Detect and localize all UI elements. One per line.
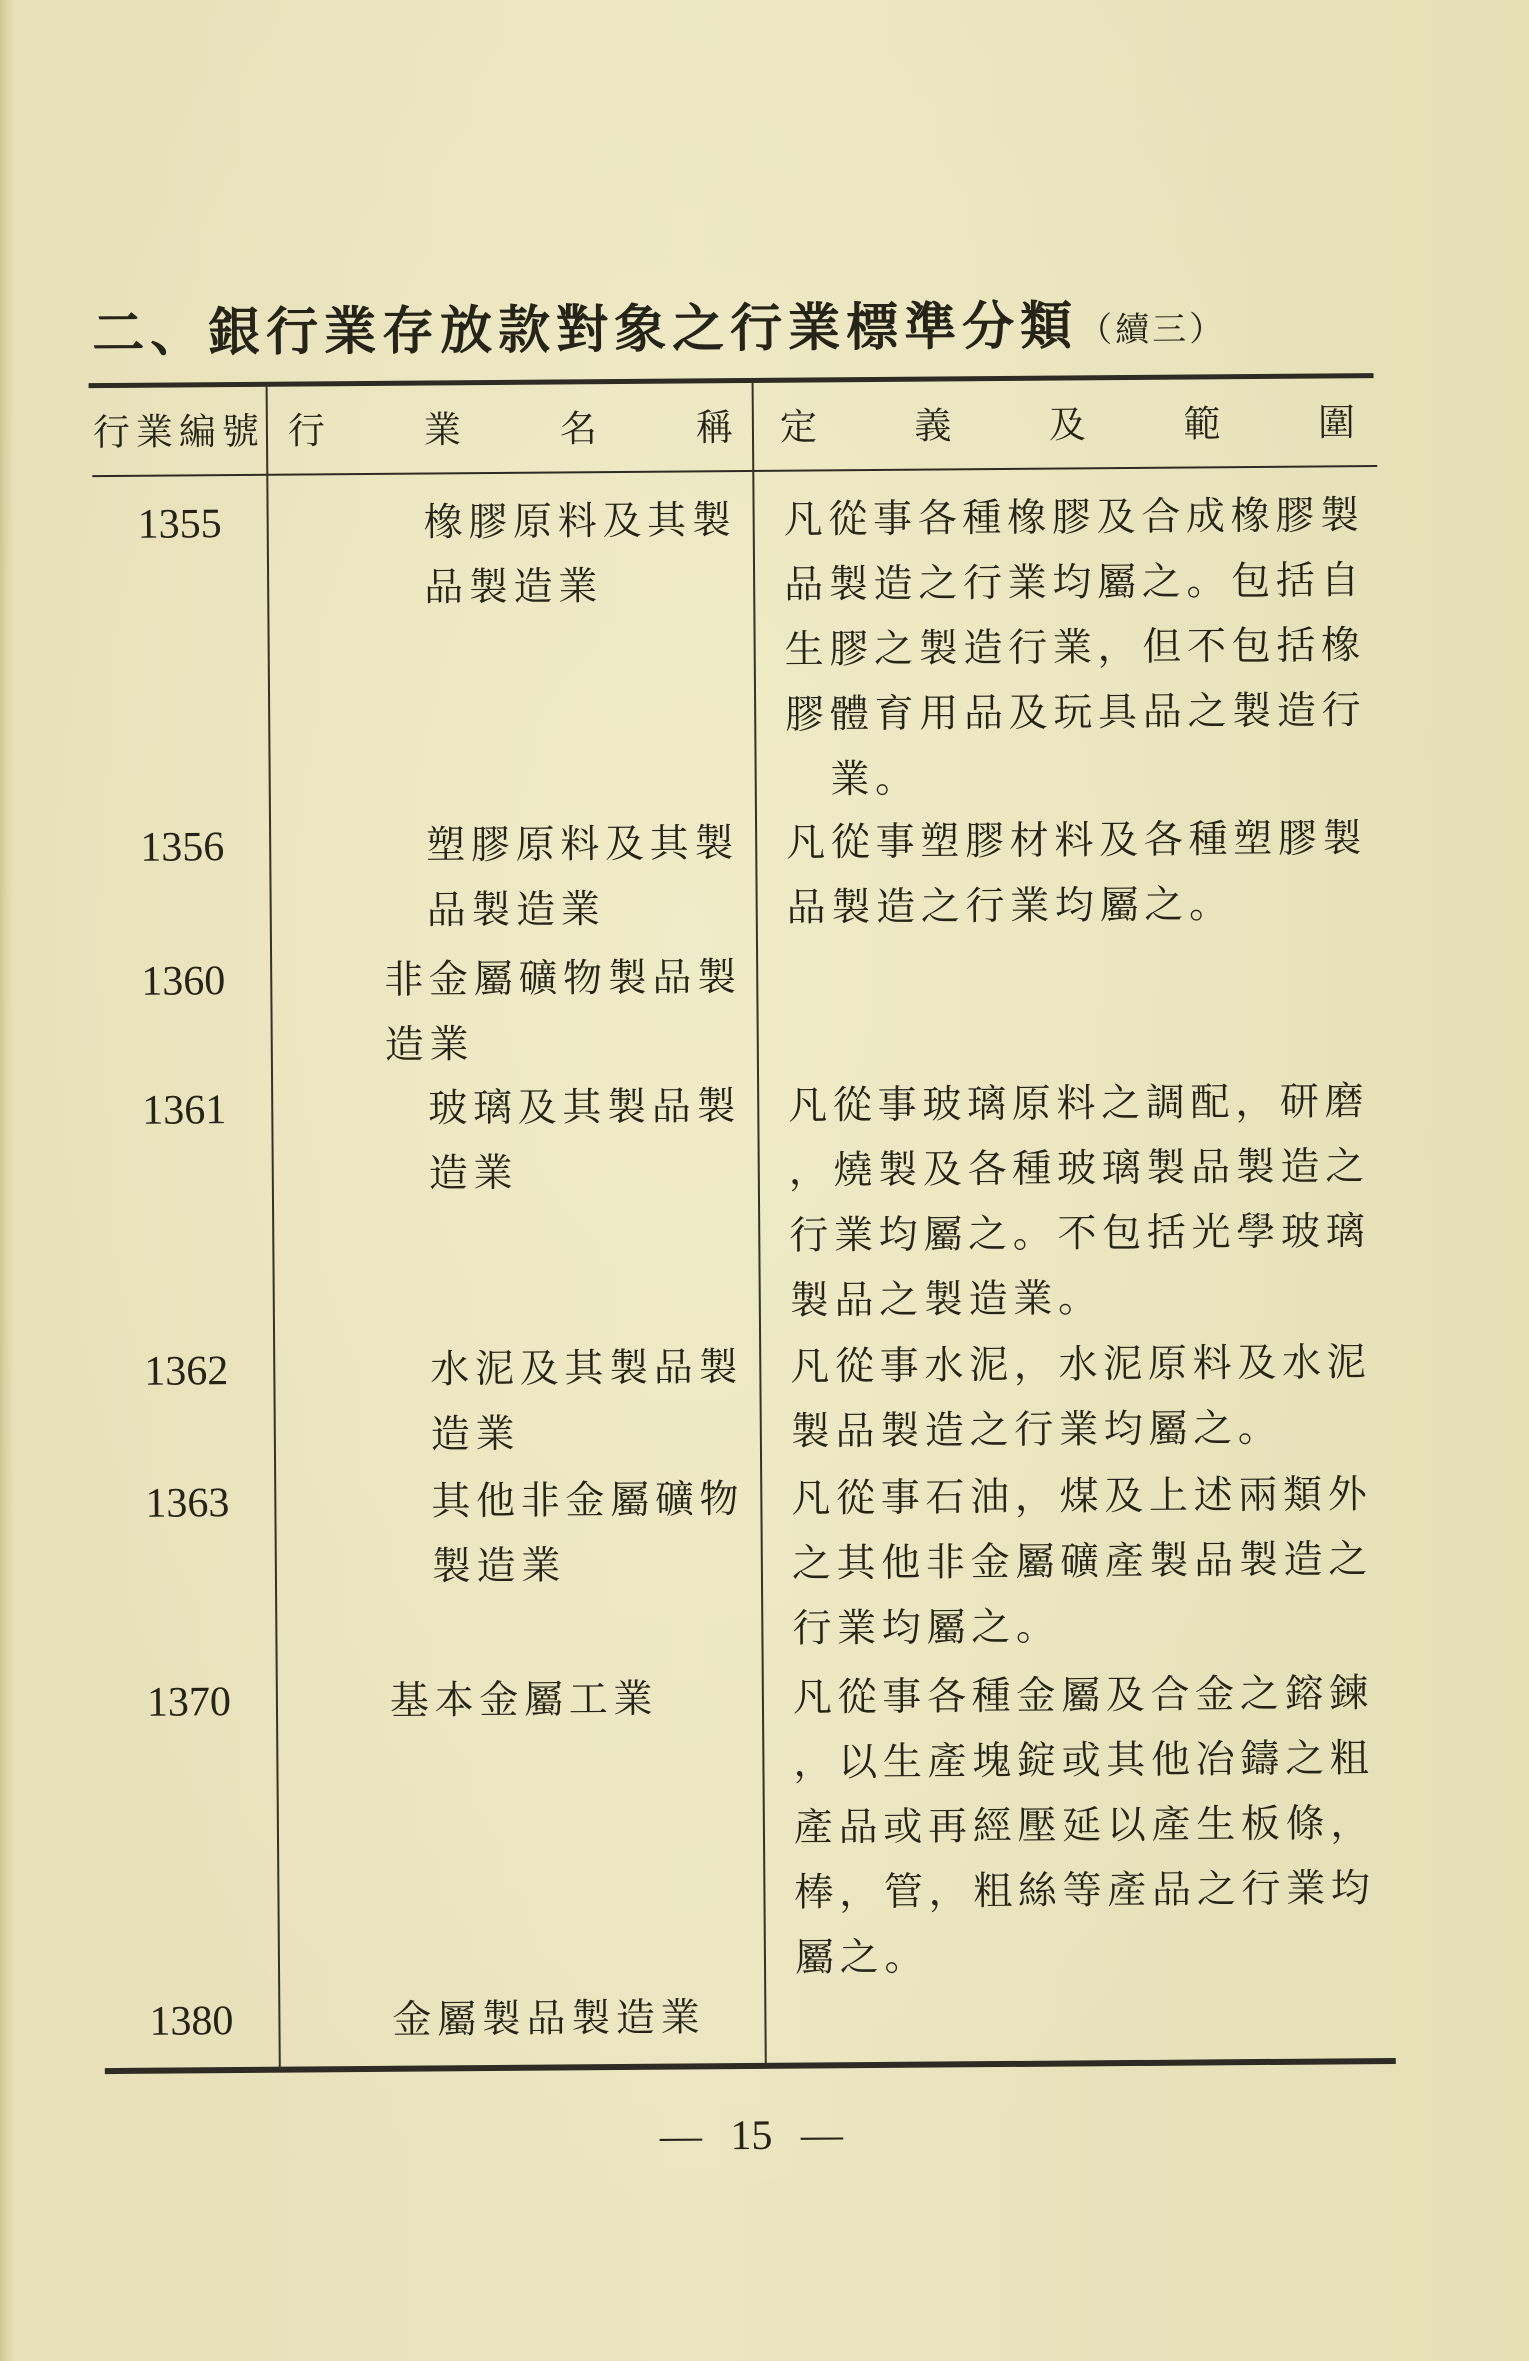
industry-name-line: 其他非金屬礦物 — [431, 1476, 745, 1525]
definition-line: 行業均屬之。不包括光學玻璃 — [789, 1208, 1371, 1259]
industry-code: 1361 — [142, 1086, 227, 1134]
definition-line: 品製造之行業均屬之。 — [786, 881, 1234, 931]
title-main: 二、銀行業存放款對象之行業標準分類 — [91, 295, 1079, 365]
definition-line: 屬之。 — [794, 1934, 930, 1981]
definition-line: 產品或再經壓延以產生板條， — [793, 1800, 1376, 1851]
industry-code: 1363 — [145, 1479, 230, 1527]
definition-line: 膠體育用品及玩具品之製造行 — [785, 687, 1367, 738]
table-row — [0, 481, 1524, 802]
industry-code: 1380 — [149, 1998, 234, 2045]
definition-line: 凡從事石油，煤及上述兩類外 — [791, 1471, 1373, 1522]
header-industry-code: 行業編號 — [92, 409, 266, 455]
definition-scope — [788, 1069, 1371, 1334]
definition-line: 之其他非金屬礦產製品製造之 — [791, 1536, 1374, 1587]
industry-code: 1355 — [137, 500, 222, 548]
industry-name-line: 品製造業 — [424, 563, 604, 611]
industry-name — [426, 811, 740, 943]
definition-line: 凡從事水泥，水泥原料及水泥 — [790, 1339, 1372, 1390]
table-row — [2, 1460, 1529, 1652]
definition-scope — [790, 1330, 1372, 1465]
industry-name — [431, 1467, 745, 1599]
industry-name — [430, 1335, 744, 1467]
page-title — [92, 295, 1226, 364]
industry-name-line: 品製造業 — [426, 886, 606, 934]
industry-code: 1370 — [146, 1678, 232, 1726]
definition-line: 製品之製造業。 — [789, 1275, 1103, 1324]
definition-line: 凡從事玻璃原料之調配，研磨 — [788, 1078, 1370, 1129]
industry-name-line: 水泥及其製品製 — [430, 1344, 744, 1393]
industry-name-line: 橡膠原料及其製 — [423, 497, 737, 546]
industry-name — [392, 1985, 705, 2052]
definition-scope — [783, 483, 1367, 813]
header-industry-name: 行業名稱 — [287, 405, 833, 453]
definition-line: 行業均屬之。 — [792, 1604, 1061, 1652]
industry-name — [423, 488, 737, 620]
title-continuation-note: （續三） — [1078, 309, 1227, 351]
definition-line: 棒，管，粗絲等產品之行業均 — [794, 1865, 1376, 1916]
definition-line: 凡從事各種橡膠及合成橡膠製 — [783, 492, 1365, 543]
table-top-rule — [89, 373, 1374, 388]
definition-line: 生膠之製造行業，但不包括橡 — [784, 622, 1366, 673]
definition-line: 凡從事各種金屬及合金之鎔鍊 — [792, 1670, 1375, 1721]
industry-name-line: 造業 — [428, 1150, 519, 1197]
definition-line: ，以生產塊錠或其他冶鑄之粗 — [793, 1735, 1375, 1786]
industry-name-line: 基本金屬工業 — [389, 1676, 659, 1724]
header-definition-scope: 定義及範圍 — [779, 400, 1453, 449]
table-row — [0, 804, 1526, 934]
column-divider-code-name — [266, 385, 281, 2070]
industry-name-line: 非金屬礦物製品製 — [384, 954, 743, 1003]
table-row — [6, 1979, 1529, 2056]
page-number: — 15 — — [659, 2112, 844, 2160]
definition-line: ，燒製及各種玻璃製品製造之 — [788, 1143, 1371, 1194]
industry-name-line: 金屬製品製造業 — [392, 1995, 706, 2043]
table-row — [0, 1067, 1528, 1324]
table-row — [1, 1328, 1529, 1458]
table-bottom-rule — [105, 2058, 1396, 2074]
industry-name — [384, 945, 743, 1078]
industry-name — [390, 1666, 659, 1733]
table-row — [0, 938, 1527, 1068]
table-header-rule — [92, 465, 1377, 477]
industry-code: 1362 — [144, 1347, 229, 1395]
table-row — [4, 1659, 1529, 1981]
industry-name — [428, 1074, 742, 1206]
industry-code: 1360 — [141, 957, 226, 1005]
industry-name-line: 塑膠原料及其製 — [426, 820, 740, 869]
industry-code: 1356 — [140, 823, 225, 871]
definition-scope — [793, 1661, 1377, 1991]
definition-line: 製品製造之行業均屬之。 — [790, 1405, 1283, 1455]
industry-name-line: 玻璃及其製品製 — [428, 1083, 742, 1132]
industry-name-line: 造業 — [384, 1021, 475, 1068]
definition-line: 業。 — [830, 756, 920, 802]
column-divider-name-desc — [752, 381, 767, 2066]
industry-name-line: 製造業 — [431, 1542, 567, 1590]
definition-scope — [786, 806, 1368, 941]
definition-scope — [791, 1462, 1374, 1662]
industry-name-line: 造業 — [430, 1411, 521, 1458]
definition-line: 凡從事塑膠材料及各種塑膠製 — [786, 815, 1368, 866]
definition-line: 品製造之行業均屬之。包括自 — [783, 557, 1366, 608]
